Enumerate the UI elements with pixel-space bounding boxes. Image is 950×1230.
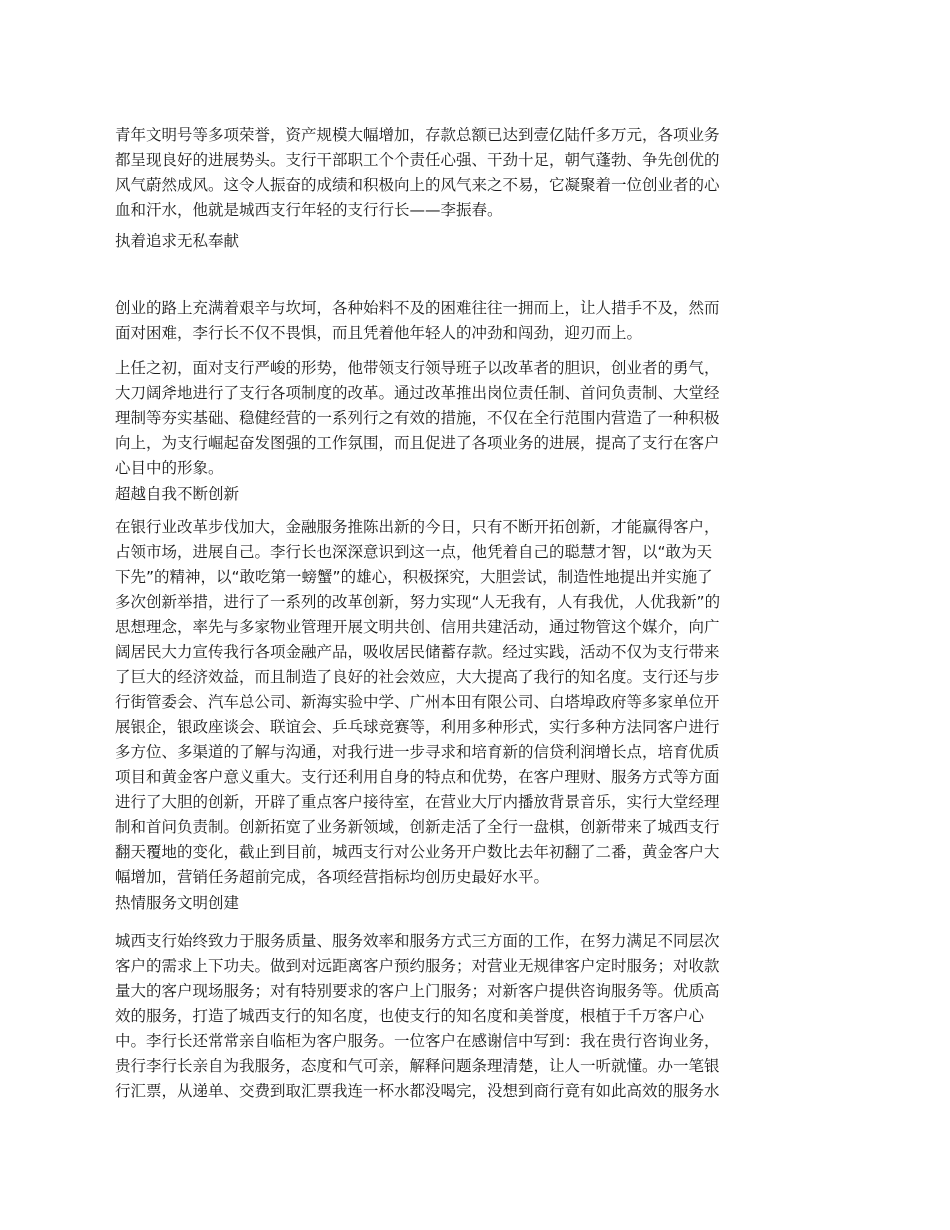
text-line: 客户的需求上下功夫。做到对远距离客户预约服务；对营业无规律客户定时服务；对收款 bbox=[115, 957, 720, 975]
text-line: 创业的路上充满着艰辛与坎坷，各种始料不及的困难往往一拥而上，让人措手不及，然而 bbox=[115, 299, 720, 317]
text-line: 风气蔚然成风。这令人振奋的成绩和积极向上的风气来之不易，它凝聚着一位创业者的心 bbox=[115, 176, 720, 194]
text-line: 心目中的形象。 bbox=[115, 459, 224, 477]
text-line: 在银行业改革步伐加大，金融服务推陈出新的今日，只有不断开拓创新，才能赢得客户， bbox=[115, 518, 720, 536]
text-line: 面对困难，李行长不仅不畏惧，而且凭着他年轻人的冲劲和闯劲，迎刃而上。 bbox=[115, 324, 643, 342]
section-heading-innovation: 超越自我不断创新 bbox=[115, 485, 240, 503]
text-line: 了巨大的经济效益，而且制造了良好的社会效应，大大提高了我行的知名度。支行还与步 bbox=[115, 668, 720, 686]
paragraph-intro bbox=[115, 123, 720, 223]
section-heading-dedication: 执着追求无私奉献 bbox=[115, 232, 240, 250]
text-line: 展银企，银政座谈会、联谊会、乒乓球竞赛等，利用多种形式，实行多种方法同客户进行 bbox=[115, 718, 720, 736]
text-line: 量大的客户现场服务；对有特别要求的客户上门服务；对新客户提供咨询服务等。优质高 bbox=[115, 982, 720, 1000]
text-line: 多方位、多渠道的了解与沟通，对我行进一步寻求和培育新的信贷利润增长点，培育优质 bbox=[115, 743, 720, 761]
text-line: 理制等夯实基础、稳健经营的一系列行之有效的措施，不仅在全行范围内营造了一种积极 bbox=[115, 409, 720, 427]
text-line: 都呈现良好的进展势头。支行干部职工个个责任心强、干劲十足，朝气蓬勃、争先创优的 bbox=[115, 151, 720, 169]
text-line: 大刀阔斧地进行了支行各项制度的改革。通过改革推出岗位责任制、首问负责制、大堂经 bbox=[115, 384, 720, 402]
text-line: 上任之初，面对支行严峻的形势，他带领支行领导班子以改革者的胆识，创业者的勇气， bbox=[115, 359, 720, 377]
text-line: 进行了大胆的创新，开辟了重点客户接待室，在营业大厅内播放背景音乐，实行大堂经理 bbox=[115, 793, 720, 811]
text-line: 青年文明号等多项荣誉，资产规模大幅增加，存款总额已达到壹亿陆仟多万元，各项业务 bbox=[115, 126, 720, 144]
paragraph-reform bbox=[115, 356, 720, 481]
section-heading-service: 热情服务文明创建 bbox=[115, 894, 240, 912]
text-line: 翻天覆地的变化，截止到目前，城西支行对公业务开户数比去年初翻了二番，黄金客户大 bbox=[115, 843, 720, 861]
text-line: 多次创新举措，进行了一系列的改革创新，努力实现“人无我有，人有我优，人优我新”的 bbox=[115, 593, 721, 611]
text-line: 贵行李行长亲自为我服务，态度和气可亲，解释问题条理清楚，让人一听就懂。办一笔银 bbox=[115, 1057, 720, 1075]
text-line: 占领市场，进展自己。李行长也深深意识到这一点，他凭着自己的聪慧才智，以“敢为天 bbox=[115, 543, 713, 561]
text-line: 行汇票，从递单、交费到取汇票我连一杯水都没喝完，没想到商行竟有如此高效的服务水 bbox=[115, 1082, 720, 1100]
text-line: 思想理念，率先与多家物业管理开展文明共创、信用共建活动，通过物管这个媒介，向广 bbox=[115, 618, 720, 636]
text-line: 阔居民大力宣传我行各项金融产品，吸收居民储蓄存款。经过实践，活动不仅为支行带来 bbox=[115, 643, 720, 661]
paragraph-innovation bbox=[115, 515, 720, 890]
text-line: 血和汗水，他就是城西支行年轻的支行行长——李振春。 bbox=[115, 201, 503, 219]
text-line: 中。李行长还常常亲自临柜为客户服务。一位客户在感谢信中写到：我在贵行咨询业务， bbox=[115, 1032, 720, 1050]
text-line: 向上，为支行崛起奋发图强的工作氛围，而且促进了各项业务的进展，提高了支行在客户 bbox=[115, 434, 720, 452]
paragraph-challenges bbox=[115, 296, 720, 346]
text-line: 制和首问负责制。创新拓宽了业务新领域，创新走活了全行一盘棋，创新带来了城西支行 bbox=[115, 818, 720, 836]
text-line: 效的服务，打造了城西支行的知名度，也使支行的知名度和美誉度，根植于千万客户心 bbox=[115, 1007, 705, 1025]
text-line: 幅增加，营销任务超前完成，各项经营指标均创历史最好水平。 bbox=[115, 868, 550, 886]
paragraph-service bbox=[115, 929, 720, 1104]
text-line: 行街管委会、汽车总公司、新海实验中学、广州本田有限公司、白塔埠政府等多家单位开 bbox=[115, 693, 720, 711]
text-line: 下先”的精神，以“敢吃第一螃蟹”的雄心，积极探究，大胆尝试，制造性地提出并实施了 bbox=[115, 568, 713, 586]
text-line: 城西支行始终致力于服务质量、服务效率和服务方式三方面的工作，在努力满足不同层次 bbox=[115, 932, 720, 950]
text-line: 项目和黄金客户意义重大。支行还利用自身的特点和优势，在客户理财、服务方式等方面 bbox=[115, 768, 720, 786]
